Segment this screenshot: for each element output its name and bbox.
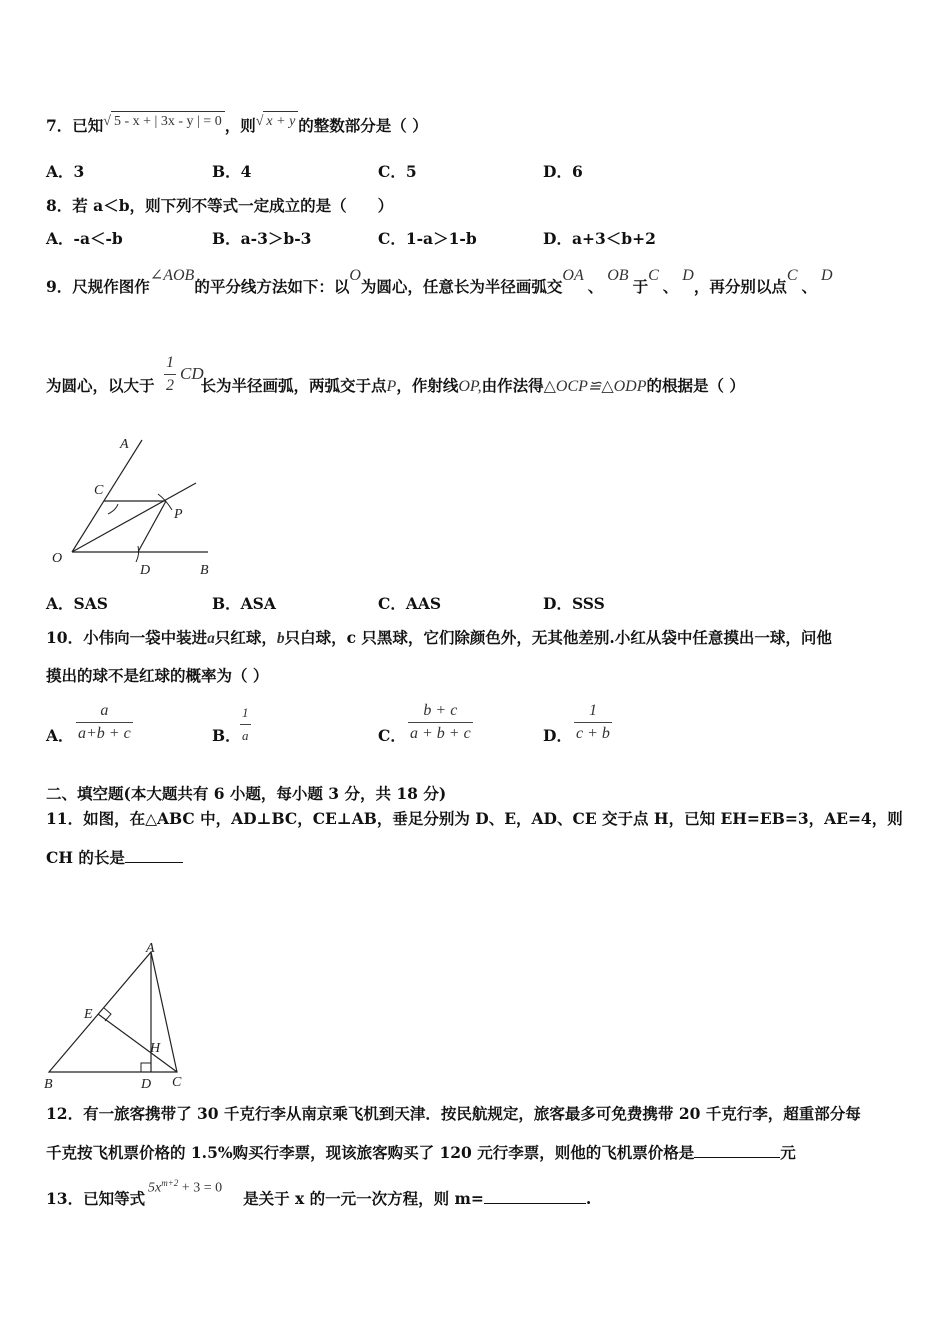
- q13-answer-blank[interactable]: [484, 1188, 586, 1204]
- q7-option-a: A．3: [46, 162, 85, 181]
- q11-stem-line2: CH 的长是: [46, 847, 183, 868]
- q10-option-c-fraction: b + c a + b + c: [410, 702, 471, 742]
- q12-stem-line1: 12．有一旅客携带了 30 千克行李从南京乘飞机到天津．按民航规定，旅客最多可免费携带 20 千克行李，超重部分每: [46, 1104, 861, 1123]
- q10-option-b-label: B．: [212, 726, 241, 745]
- q7-root: √ x + y: [256, 114, 299, 129]
- q13-equation: $5x^{m+2} + 3 = 0$: [148, 1178, 223, 1196]
- label-a: A: [146, 941, 155, 956]
- q13-stem: 13．已知等式 是关于 x 的一元一次方程，则 m= .: [46, 1189, 592, 1208]
- q10-stem-line2: 摸出的球不是红球的概率为（ ）: [46, 666, 269, 685]
- q10-option-c-label: C．: [378, 726, 406, 745]
- q7-prefix: 7．已知: [46, 116, 104, 135]
- q10-option-d-fraction: 1 c + b: [576, 702, 610, 742]
- q11-answer-blank[interactable]: [125, 847, 183, 863]
- label-a: A: [120, 437, 129, 452]
- label-e: E: [84, 1007, 93, 1022]
- q9-stem-line2: 为圆心，以大于 长为半径画弧，两弧交于点P，作射线OP,由作法得△OCP≌△ODP的根据是（ ）: [46, 376, 745, 395]
- label-c: C: [172, 1075, 182, 1090]
- arc-c: [108, 504, 118, 514]
- q9-congruence: △OCP≌△ODP: [543, 378, 647, 395]
- right-angle-d: [141, 1063, 151, 1072]
- q7-stem: [46, 116, 428, 138]
- q12-answer-blank[interactable]: [694, 1142, 780, 1158]
- label-d: D: [140, 563, 151, 578]
- q9-figure: [46, 428, 226, 588]
- q7-mid: ，则: [224, 116, 256, 135]
- altitude-ce: [98, 1014, 177, 1072]
- q7-equation: √ 5 - x + | 3x - y | = 0: [103, 114, 224, 129]
- q7-option-b: B．4: [212, 162, 252, 181]
- section-2-heading: 二、填空题(本大题共有 6 小题，每小题 3 分，共 18 分): [46, 784, 447, 803]
- q9-option-d: D．SSS: [543, 594, 605, 613]
- q12-stem-line2: 千克按飞机票价格的 1.5%购买行李票，现该旅客购买了 120 元行李票，则他的飞机票价格是 元: [46, 1143, 796, 1162]
- label-d: D: [141, 1077, 152, 1092]
- q9-option-a: A．SAS: [46, 594, 108, 613]
- label-c: C: [94, 483, 104, 498]
- label-p: P: [174, 507, 183, 522]
- q11-figure: [40, 936, 200, 1092]
- q7-option-d: D．6: [543, 162, 583, 181]
- label-b: B: [200, 563, 209, 578]
- ray-oa: [72, 440, 142, 552]
- q9-option-c: C．AAS: [378, 594, 442, 613]
- q10-option-a-label: A．: [46, 726, 74, 745]
- q9-half-fraction: 1 2: [166, 354, 174, 394]
- q9-cd: CD: [180, 364, 204, 383]
- q11-stem-line1: 11．如图，在△ABC 中，AD⊥BC，CE⊥AB，垂足分别为 D、E，AD、CE 交于点 H，已知 EH=EB=3，AE=4，则: [46, 809, 903, 828]
- label-h: H: [150, 1041, 161, 1056]
- q8-option-d: D．a+3＜b+2: [543, 229, 656, 248]
- q10-option-b-fraction: 1 a: [242, 705, 249, 743]
- q7-tail: 的整数部分是（ ）: [298, 116, 428, 135]
- segment-dp: [138, 501, 166, 552]
- q9-angle: ∠AOB: [149, 267, 195, 284]
- q10-option-d-label: D．: [543, 726, 572, 745]
- q8-option-a: A．‐a＜‐b: [46, 229, 123, 248]
- label-o: O: [52, 551, 63, 566]
- q9-option-b: B．ASA: [212, 594, 276, 613]
- q10-stem-line1: 10．小伟向一袋中装进a只红球，b只白球，c 只黑球，它们除颜色外，无其他差别.小红从袋中任意摸出一球，问他: [46, 628, 832, 647]
- q10-option-a-fraction: a a+b + c: [78, 702, 131, 742]
- q7-option-c: C．5: [378, 162, 417, 181]
- q8-stem: 8．若 a＜b，则下列不等式一定成立的是（ ）: [46, 196, 394, 215]
- q8-option-c: C．1‐a＞1‐b: [378, 229, 477, 248]
- q9-stem-line1: 9．尺规作图作∠AOB的平分线方法如下：以O为圆心，任意长为半径画弧交OA、OB于C、D，再分别以点C、D: [46, 267, 833, 296]
- q8-option-b: B．a‐3＞b‐3: [212, 229, 312, 248]
- arc-d: [136, 546, 139, 562]
- label-b: B: [44, 1077, 53, 1092]
